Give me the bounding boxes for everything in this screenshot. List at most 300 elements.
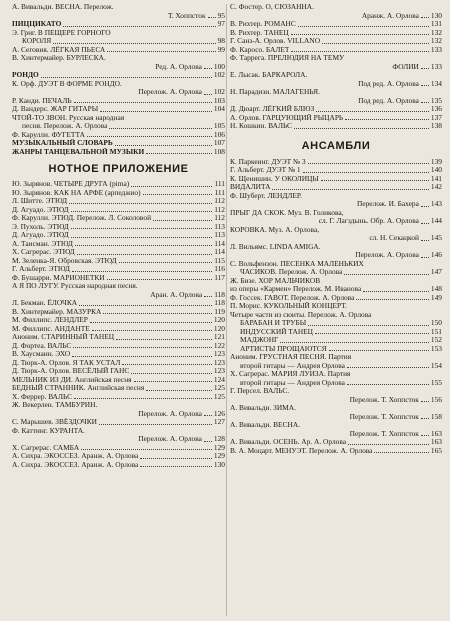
notes-appendix-heading: НОТНОЕ ПРИЛОЖЕНИЕ bbox=[48, 163, 189, 175]
dot-leader bbox=[53, 43, 215, 44]
page-number: 98 bbox=[217, 37, 225, 45]
page-number: 131 bbox=[430, 20, 442, 28]
toc-entry bbox=[12, 80, 225, 89]
page-number: 132 bbox=[430, 28, 442, 37]
entry-title: сл. Г. Лагздынь. Обр. А. Орлова bbox=[318, 217, 419, 225]
entry-title: А. Вивальди. ВЕСНА. bbox=[230, 421, 301, 429]
toc-entry bbox=[12, 435, 225, 444]
toc-entry bbox=[230, 105, 442, 114]
page-number: 117 bbox=[214, 273, 225, 282]
page-number: 106 bbox=[213, 130, 225, 139]
page-number: 146 bbox=[430, 251, 442, 259]
page-number: 134 bbox=[430, 79, 442, 88]
toc-entry bbox=[230, 209, 442, 218]
dot-leader bbox=[421, 435, 429, 436]
entry-title: Перелож. А. Орлова bbox=[355, 251, 419, 259]
entry-title: МАДЖОНГ bbox=[240, 336, 279, 344]
toc-entry bbox=[12, 308, 225, 317]
toc-entry bbox=[12, 20, 225, 29]
dot-leader bbox=[146, 390, 212, 391]
page-number: 102 bbox=[213, 71, 225, 79]
entry-title: Перелож. Т. Хоппсток bbox=[349, 395, 419, 404]
dot-leader bbox=[280, 342, 429, 343]
toc-entry bbox=[12, 131, 225, 140]
dot-leader bbox=[41, 77, 212, 78]
toc-entry bbox=[12, 418, 225, 427]
toc-entry bbox=[230, 268, 442, 277]
toc-entry bbox=[12, 299, 225, 308]
toc-entry bbox=[230, 285, 442, 294]
entry-title: Ф. Каттинг. КУРАНТА. bbox=[12, 426, 85, 435]
page-number: 120 bbox=[213, 324, 225, 333]
entry-title: Л. Бекман. ЁЛОЧКА bbox=[12, 299, 78, 307]
toc-entry bbox=[12, 376, 225, 385]
entry-title: КОРОЛЯ bbox=[22, 37, 52, 45]
toc-entry bbox=[12, 139, 225, 148]
toc-entry bbox=[230, 438, 442, 447]
page-number: 137 bbox=[430, 113, 442, 122]
toc-entry bbox=[230, 362, 442, 371]
entry-title: М. Филлипс. ЛЕНДЛЕР bbox=[12, 316, 88, 324]
toc-entry bbox=[230, 226, 442, 235]
entry-title: Четыре части из сюиты. Перелож. А. Орлова bbox=[230, 310, 372, 319]
dot-leader bbox=[272, 189, 428, 190]
page-number: 111 bbox=[214, 180, 225, 188]
dot-leader bbox=[73, 347, 212, 348]
page-number: 100 bbox=[213, 62, 225, 71]
entry-title: из оперы «Кармен» Перелож. М. Иванова bbox=[230, 285, 362, 293]
dot-leader bbox=[74, 102, 212, 103]
toc-entry bbox=[230, 387, 442, 396]
page-number: 133 bbox=[430, 45, 442, 54]
entry-title: Ю. Зырянов. КАК НА АРФЕ (арпеджио) bbox=[12, 188, 141, 197]
page-number: 129 bbox=[213, 443, 225, 452]
dot-leader bbox=[208, 17, 216, 18]
dot-leader bbox=[298, 26, 429, 27]
page-number: 144 bbox=[430, 217, 442, 225]
entry-title: Х. Сагрерас. ЭТЮД bbox=[12, 248, 75, 256]
toc-entry bbox=[12, 265, 225, 274]
page-number: 139 bbox=[430, 157, 442, 166]
toc-entry bbox=[12, 325, 225, 334]
dot-leader bbox=[71, 228, 212, 229]
ensembles-heading: АНСАМБЛИ bbox=[301, 139, 371, 152]
toc-entry bbox=[230, 158, 442, 167]
dot-leader bbox=[308, 325, 429, 326]
dot-leader bbox=[109, 128, 212, 129]
entry-title: Аноним. СТАРИННЫЙ ТАНЕЦ bbox=[12, 333, 115, 341]
dot-leader bbox=[421, 102, 429, 103]
entry-title: песня. Перелож. А. Орлова bbox=[22, 122, 108, 130]
dot-leader bbox=[356, 299, 428, 300]
dot-leader bbox=[107, 51, 215, 52]
page-number: 127 bbox=[213, 418, 225, 426]
toc-entry bbox=[12, 274, 225, 283]
page-number: 140 bbox=[430, 166, 442, 174]
dot-leader bbox=[421, 240, 429, 241]
toc-entry bbox=[12, 29, 225, 38]
page-number: 112 bbox=[214, 197, 225, 205]
toc-entry bbox=[230, 37, 442, 46]
dot-leader bbox=[374, 452, 428, 453]
page-number: 132 bbox=[430, 37, 442, 45]
toc-entry bbox=[230, 46, 442, 55]
dot-leader bbox=[116, 339, 212, 340]
toc-entry bbox=[12, 105, 225, 114]
page-number: 151 bbox=[430, 327, 442, 336]
dot-leader bbox=[347, 384, 429, 385]
entry-title: Ф. Бушарри. МАРИОНЕТКИ bbox=[12, 273, 105, 282]
page-number: 130 bbox=[430, 11, 442, 20]
toc-entry bbox=[12, 401, 225, 410]
entry-title: К. Орф. ДУЭТ В ФОРМЕ РОНДО. bbox=[12, 79, 122, 88]
dot-leader bbox=[421, 401, 429, 402]
toc-entry bbox=[230, 97, 442, 106]
page-number: 111 bbox=[214, 188, 225, 197]
page-number: 103 bbox=[213, 96, 225, 105]
entry-title: ЖАНРЫ ТАНЦЕВАЛЬНОЙ МУЗЫКИ bbox=[12, 147, 145, 156]
entry-title: Н. Кошкин. ВАЛЬС bbox=[230, 122, 292, 130]
page-number: 115 bbox=[214, 256, 225, 265]
toc-entry bbox=[230, 122, 442, 131]
page-number: 102 bbox=[213, 88, 225, 96]
dot-leader bbox=[122, 364, 212, 365]
toc-entry bbox=[230, 63, 442, 72]
dot-leader bbox=[71, 237, 213, 238]
dot-leader bbox=[79, 305, 212, 306]
toc-entry bbox=[230, 336, 442, 345]
entry-title: А. Сихра. ЭКОССЕЗ. Аранж. А. Орлова bbox=[12, 452, 139, 460]
toc-entry bbox=[230, 302, 442, 311]
entry-title: АРТИСТЫ ПРОЩАЮТСЯ bbox=[240, 344, 327, 353]
dot-leader bbox=[81, 449, 212, 450]
entry-title: А. Сеговия. ЛЁГКАЯ ПЬЕСА bbox=[12, 45, 106, 54]
entry-title: Д. Агуадо. ЭТЮД bbox=[12, 231, 69, 239]
dot-leader bbox=[291, 51, 428, 52]
toc-entry bbox=[12, 71, 225, 80]
entry-title: Л. Шитте. ЭТЮД bbox=[12, 197, 68, 205]
page-number: 95 bbox=[217, 11, 225, 20]
entry-title: Перелож. А. Орлова bbox=[138, 88, 202, 96]
dot-leader bbox=[63, 26, 215, 27]
toc-entry bbox=[230, 319, 442, 328]
toc-entry bbox=[12, 410, 225, 419]
entry-title: А. Вивальди. ОСЕНЬ. Ар. А. Орлова bbox=[230, 438, 347, 446]
entry-title: Ф. Госсек. ГАВОТ. Перелож. А. Орлова bbox=[230, 293, 355, 302]
entry-title: А Я ПО ЛУГУ. Русская народная песня. bbox=[12, 282, 138, 290]
entry-title: Х. Феррер. ВАЛЬС bbox=[12, 392, 73, 401]
entry-title: Х. Сагрерас. МАРИЯ ЛУИЗА. Партия bbox=[230, 370, 351, 378]
left-bottom-list bbox=[12, 180, 225, 469]
toc-entry bbox=[12, 316, 225, 325]
toc-entry bbox=[230, 183, 442, 192]
dot-leader bbox=[421, 257, 429, 258]
entry-title: ЧТОЙ-ТО ЗВОН. Русская народная bbox=[12, 113, 125, 122]
entry-title: А. Вивальди. ЗИМА. bbox=[230, 404, 296, 412]
entry-title: В. Хинтермайер. МАЗУРКА bbox=[12, 307, 102, 316]
toc-entry bbox=[230, 345, 442, 354]
page-number: 97 bbox=[217, 20, 225, 28]
page-number: 133 bbox=[430, 62, 442, 71]
toc-entry bbox=[230, 166, 442, 175]
entry-title: Д. Вандерс. ЖАР ГИТАРЫ bbox=[12, 105, 99, 113]
entry-title: Д. Фортеа. ВАЛЬС bbox=[12, 341, 72, 350]
page-number: 136 bbox=[430, 105, 442, 113]
toc-entry bbox=[12, 350, 225, 359]
dot-leader bbox=[115, 145, 212, 146]
dot-leader bbox=[140, 458, 212, 459]
toc-entry bbox=[230, 370, 442, 379]
toc-entry bbox=[230, 311, 442, 320]
entry-title: второй гитары — Андрея Орлова bbox=[240, 378, 345, 387]
entry-title: К. Щенишин. У ОКОЛИЦЫ bbox=[230, 174, 319, 183]
page-number: 113 bbox=[214, 231, 225, 239]
page-number: 113 bbox=[214, 222, 225, 231]
dot-leader bbox=[204, 94, 212, 95]
toc-entry bbox=[230, 114, 442, 123]
entry-title: Д. Агуадо. ЭТЮД bbox=[12, 205, 69, 214]
dot-leader bbox=[204, 68, 212, 69]
left-column bbox=[12, 3, 225, 469]
page-number: 121 bbox=[213, 333, 225, 341]
entry-title: В. Рихтер. ТАНЕЦ bbox=[230, 28, 289, 37]
toc-entry bbox=[230, 447, 442, 456]
dot-leader bbox=[75, 245, 212, 246]
entry-title: А. Орлов. ГАРЦУЮЩИЙ РЫЦАРЬ bbox=[230, 113, 344, 122]
dot-leader bbox=[322, 43, 429, 44]
entry-title: А. Вивальди. ВЕСНА. Перелож. bbox=[12, 3, 114, 11]
entry-title: В. Рихтер. РОМАНС bbox=[230, 20, 296, 28]
toc-entry bbox=[12, 393, 225, 402]
dot-leader bbox=[421, 206, 429, 207]
entry-title: сл. Н. Секацкой bbox=[369, 234, 419, 242]
page-number: 105 bbox=[213, 122, 225, 130]
page-number: 130 bbox=[213, 460, 225, 469]
toc-entry bbox=[12, 214, 225, 223]
page-number: 156 bbox=[430, 395, 442, 404]
page-number: 141 bbox=[430, 174, 442, 183]
entry-title: Перелож. А. Орлова bbox=[138, 435, 202, 443]
toc-entry bbox=[12, 148, 225, 157]
dot-leader bbox=[204, 415, 212, 416]
page-number: 152 bbox=[430, 336, 442, 344]
entry-title: Г. Санз-А. Орлов. VILLANO bbox=[230, 37, 321, 45]
dot-leader bbox=[421, 418, 429, 419]
dot-leader bbox=[204, 441, 212, 442]
dot-leader bbox=[363, 291, 429, 292]
toc-entry bbox=[230, 200, 442, 209]
toc-entry bbox=[12, 282, 225, 291]
dot-leader bbox=[77, 254, 213, 255]
entry-title: Ф. Шуберт. ЛЕНДЛЕР. bbox=[230, 191, 302, 200]
page-number: 107 bbox=[213, 139, 225, 147]
toc-entry bbox=[230, 379, 442, 388]
dot-leader bbox=[87, 136, 212, 137]
toc-entry bbox=[12, 240, 225, 249]
page-number: 99 bbox=[217, 45, 225, 54]
page-number: 165 bbox=[430, 446, 442, 455]
page-number: 148 bbox=[430, 285, 442, 293]
toc-entry bbox=[12, 257, 225, 266]
toc-entry bbox=[230, 353, 442, 362]
toc-entry bbox=[230, 217, 442, 226]
dot-leader bbox=[421, 223, 429, 224]
toc-entry bbox=[12, 54, 225, 63]
entry-title: БАРАБАН И ТРУБЫ bbox=[240, 319, 307, 327]
dot-leader bbox=[308, 163, 429, 164]
page-number: 122 bbox=[213, 341, 225, 350]
toc-entry bbox=[230, 234, 442, 243]
dot-leader bbox=[119, 262, 213, 263]
entry-title: Перелож. Т. Хоппсток bbox=[349, 412, 419, 421]
dot-leader bbox=[131, 373, 212, 374]
entry-title: Д. Тюрк-А. Орлов. Я ТАК УСТАЛ bbox=[12, 358, 121, 367]
page-number: 128 bbox=[213, 435, 225, 443]
page-number: 125 bbox=[213, 392, 225, 401]
page-number: 158 bbox=[430, 412, 442, 421]
dot-leader bbox=[103, 313, 212, 314]
dot-leader bbox=[74, 398, 212, 399]
toc-entry bbox=[230, 175, 442, 184]
toc-entry bbox=[12, 359, 225, 368]
toc-entry bbox=[230, 413, 442, 422]
toc-entry bbox=[12, 88, 225, 97]
page-number: 126 bbox=[213, 409, 225, 418]
page-number: 147 bbox=[430, 268, 442, 276]
entry-title: В. А. Моцарт. МЕНУЭТ. Перелож. А. Орлова bbox=[230, 446, 373, 455]
entry-title: А. Сихра. ЭКОССЕЗ. Аранж. А. Орлова bbox=[12, 460, 139, 469]
toc-entry bbox=[230, 251, 442, 260]
entry-title: С. Фостер. О, СЮЗАННА. bbox=[230, 3, 314, 11]
toc-entry bbox=[12, 452, 225, 461]
toc-entry bbox=[230, 29, 442, 38]
right-column bbox=[230, 3, 442, 455]
page-number: 154 bbox=[430, 361, 442, 370]
page-number: 145 bbox=[430, 234, 442, 242]
dot-leader bbox=[92, 330, 212, 331]
entry-title: М. Филлипс. АНДАНТЕ bbox=[12, 324, 90, 333]
page-number: 149 bbox=[430, 293, 442, 302]
toc-entry bbox=[12, 189, 225, 198]
entry-title: Г. Альберт. ЭТЮД bbox=[12, 265, 70, 273]
page-number: 119 bbox=[214, 307, 225, 316]
dot-leader bbox=[345, 119, 429, 120]
entry-title: Перелож. А. Орлова bbox=[138, 409, 202, 418]
entry-title: Л. Вильямс. LINDA AMIGA. bbox=[230, 242, 321, 251]
page-number: 116 bbox=[214, 265, 225, 273]
entry-title: ВИДАЛИТА bbox=[230, 183, 271, 191]
page-number: 138 bbox=[430, 122, 442, 130]
dot-leader bbox=[347, 367, 429, 368]
entry-title: ЧАСИКОВ. Перелож. А. Орлова bbox=[240, 268, 343, 276]
toc-entry bbox=[12, 46, 225, 55]
entry-title: П. Морис. КУКОЛЬНЫЙ КОНЦЕРТ. bbox=[230, 302, 347, 310]
toc-entry bbox=[230, 430, 442, 439]
dot-leader bbox=[348, 444, 429, 445]
entry-title: Э. Пухоль. ЭТЮД bbox=[12, 222, 69, 231]
entry-title: ФОЛИИ bbox=[392, 62, 419, 71]
page-number: 142 bbox=[430, 183, 442, 191]
entry-title: Е. Лысак. БАРКАРОЛА. bbox=[230, 71, 308, 79]
page-number: 120 bbox=[213, 316, 225, 324]
toc-entry bbox=[230, 294, 442, 303]
entry-title: БЕДНЫЙ СТРАННИК. Английская песня bbox=[12, 384, 145, 392]
column-divider bbox=[226, 4, 227, 616]
page-number: 112 bbox=[214, 205, 225, 214]
dot-leader bbox=[72, 356, 212, 357]
toc-entry bbox=[230, 404, 442, 413]
dot-leader bbox=[291, 34, 429, 35]
entry-title: Н. Парадизи. МАЛАГЕНЬЯ. bbox=[230, 88, 320, 96]
page-number: 118 bbox=[214, 299, 225, 307]
entry-title: Аноним. ГРУСТНАЯ ПЕСНЯ. Партия bbox=[230, 353, 352, 361]
entry-title: ПРЫГ ДА СКОК. Муз. В. Голикова, bbox=[230, 208, 344, 217]
dot-leader bbox=[71, 211, 213, 212]
dot-leader bbox=[134, 381, 212, 382]
entry-title: Перелож. И. Бахера bbox=[356, 200, 419, 208]
toc-entry bbox=[230, 243, 442, 252]
toc-entry bbox=[12, 180, 225, 189]
toc-entry bbox=[12, 122, 225, 131]
toc-entry bbox=[12, 231, 225, 240]
entry-title: Ф. Карулли. ФУГЕТТА bbox=[12, 130, 85, 139]
dot-leader bbox=[421, 17, 429, 18]
dot-leader bbox=[204, 296, 212, 297]
page-number: 118 bbox=[214, 290, 225, 299]
toc-entry bbox=[12, 384, 225, 393]
entry-title: А. Таисман. ЭТЮД bbox=[12, 239, 73, 248]
page-number: 125 bbox=[213, 384, 225, 392]
page-number: 124 bbox=[213, 375, 225, 384]
toc-entry bbox=[230, 20, 442, 29]
toc-entry bbox=[12, 367, 225, 376]
toc-entry bbox=[230, 277, 442, 286]
dot-leader bbox=[344, 274, 429, 275]
toc-entry bbox=[12, 63, 225, 72]
entry-title: Ф. Карулли. ЭТЮД. Перелож. Л. Соколовой bbox=[12, 214, 152, 222]
toc-entry bbox=[12, 3, 225, 12]
dot-leader bbox=[315, 333, 429, 334]
entry-title: Перелож. Т. Хоппсток bbox=[349, 429, 419, 438]
entry-title: К. Паркеинг. ДУЭТ № 3 bbox=[230, 157, 306, 166]
page-number: 129 bbox=[213, 452, 225, 460]
dot-leader bbox=[329, 350, 429, 351]
entry-title: Х. Сагрерас. САМБА bbox=[12, 443, 80, 452]
toc-entry bbox=[230, 88, 442, 97]
dot-leader bbox=[294, 128, 429, 129]
toc-entry bbox=[12, 97, 225, 106]
entry-title: Ред. А. Орлова bbox=[155, 62, 202, 71]
dot-leader bbox=[100, 111, 212, 112]
toc-entry bbox=[12, 461, 225, 470]
entry-title: РОНДО bbox=[12, 71, 39, 79]
dot-leader bbox=[131, 186, 212, 187]
entry-title: ИНДУССКИЙ ТАНЕЦ bbox=[240, 327, 314, 336]
toc-entry bbox=[12, 37, 225, 46]
dot-leader bbox=[153, 220, 212, 221]
entry-title: второй гитары — Андрея Орлова bbox=[240, 361, 345, 370]
entry-title: Ф. Каросо. БАЛЕТ bbox=[230, 45, 290, 54]
toc-entry bbox=[12, 223, 225, 232]
toc-entry bbox=[12, 291, 225, 300]
entry-title: В. Хинтермайер. БУРЛЕСКА. bbox=[12, 54, 106, 62]
entry-title: Т. Хоппсток bbox=[167, 11, 206, 20]
dot-leader bbox=[421, 85, 429, 86]
right-top-list bbox=[230, 3, 442, 131]
dot-leader bbox=[90, 322, 212, 323]
toc-entry bbox=[12, 342, 225, 351]
entry-title: Под ред. А. Орлова bbox=[358, 96, 419, 105]
